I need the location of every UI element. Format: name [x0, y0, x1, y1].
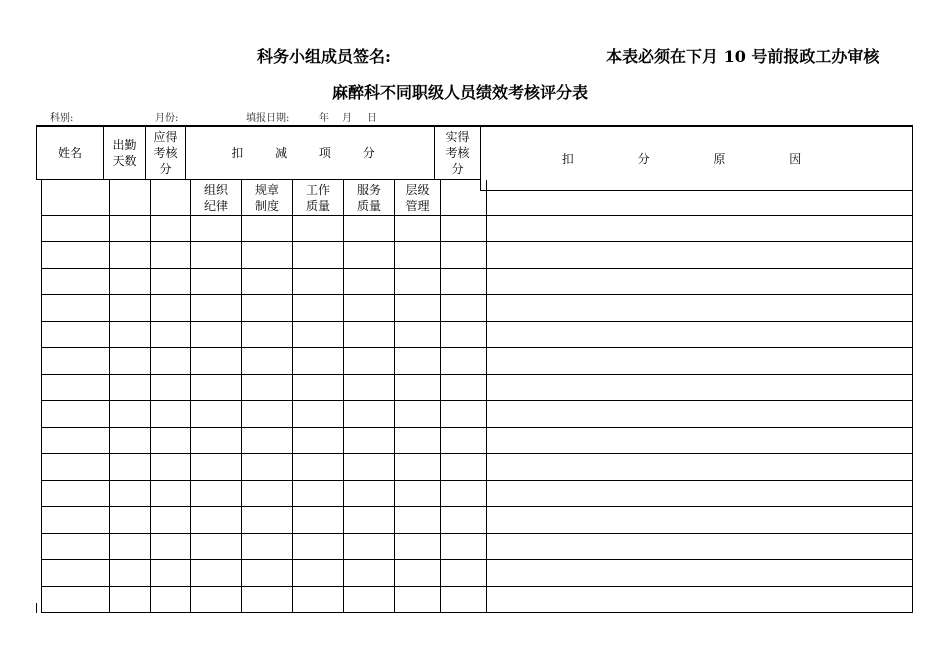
table-row-line [41, 268, 913, 269]
table-row-line [41, 374, 913, 375]
body-left-tick [36, 603, 37, 613]
table-row-line [41, 241, 913, 242]
table-row-line [41, 453, 913, 454]
body-divider [394, 180, 395, 613]
body-divider [486, 180, 487, 613]
table-row-line [41, 480, 913, 481]
table-row-line [41, 586, 913, 587]
table-row-line [41, 321, 913, 322]
header-deduction-reason: 扣 分 原 因 [561, 151, 832, 166]
table-row-line [41, 506, 913, 507]
header-deduction-items: 扣 减 项 分 [231, 146, 389, 160]
table-row-line [41, 533, 913, 534]
table-right-border [912, 125, 913, 613]
subheader-level-management: 层级 管理 [405, 183, 430, 213]
table-row-line [41, 400, 913, 401]
body-divider [109, 180, 110, 613]
table-row-line [41, 427, 913, 428]
submission-notice: 本表必须在下月 10 号前报政工办审核 [606, 47, 880, 66]
month-label: 月份: [155, 113, 179, 124]
subheader-service-quality: 服务 质量 [356, 183, 381, 213]
header-actual-score: 实得 考核 分 [445, 130, 470, 176]
form-title: 麻醉科不同职级人员绩效考核评分表 [332, 83, 589, 102]
table-row-line [41, 347, 913, 348]
body-divider [150, 180, 151, 613]
signature-label: 科务小组成员签名: [257, 47, 391, 66]
body-left-border [41, 180, 42, 613]
header-name: 姓名 [57, 146, 82, 160]
subheader-organization-discipline: 组织 纪律 [203, 183, 228, 213]
body-divider [241, 180, 242, 613]
header-step-bottom [480, 190, 913, 191]
header-attendance-days: 出勤 天数 [112, 138, 137, 168]
body-divider [343, 180, 344, 613]
fill-date-label: 填报日期: [246, 113, 290, 124]
header-expected-score: 应得 考核 分 [153, 130, 178, 176]
month-char: 月 [342, 113, 352, 124]
table-row-line [41, 559, 913, 560]
body-divider [292, 180, 293, 613]
table-row-line [41, 294, 913, 295]
subheader-work-quality: 工作 质量 [305, 183, 330, 213]
day-char: 日 [367, 113, 377, 124]
department-label: 科别: [50, 113, 74, 124]
subheader-rules-regulations: 规章 制度 [254, 183, 279, 213]
table-row-line [41, 612, 913, 613]
body-divider [190, 180, 191, 613]
body-divider [440, 180, 441, 613]
subheader-bottom-line [41, 215, 913, 216]
year-char: 年 [319, 113, 329, 124]
